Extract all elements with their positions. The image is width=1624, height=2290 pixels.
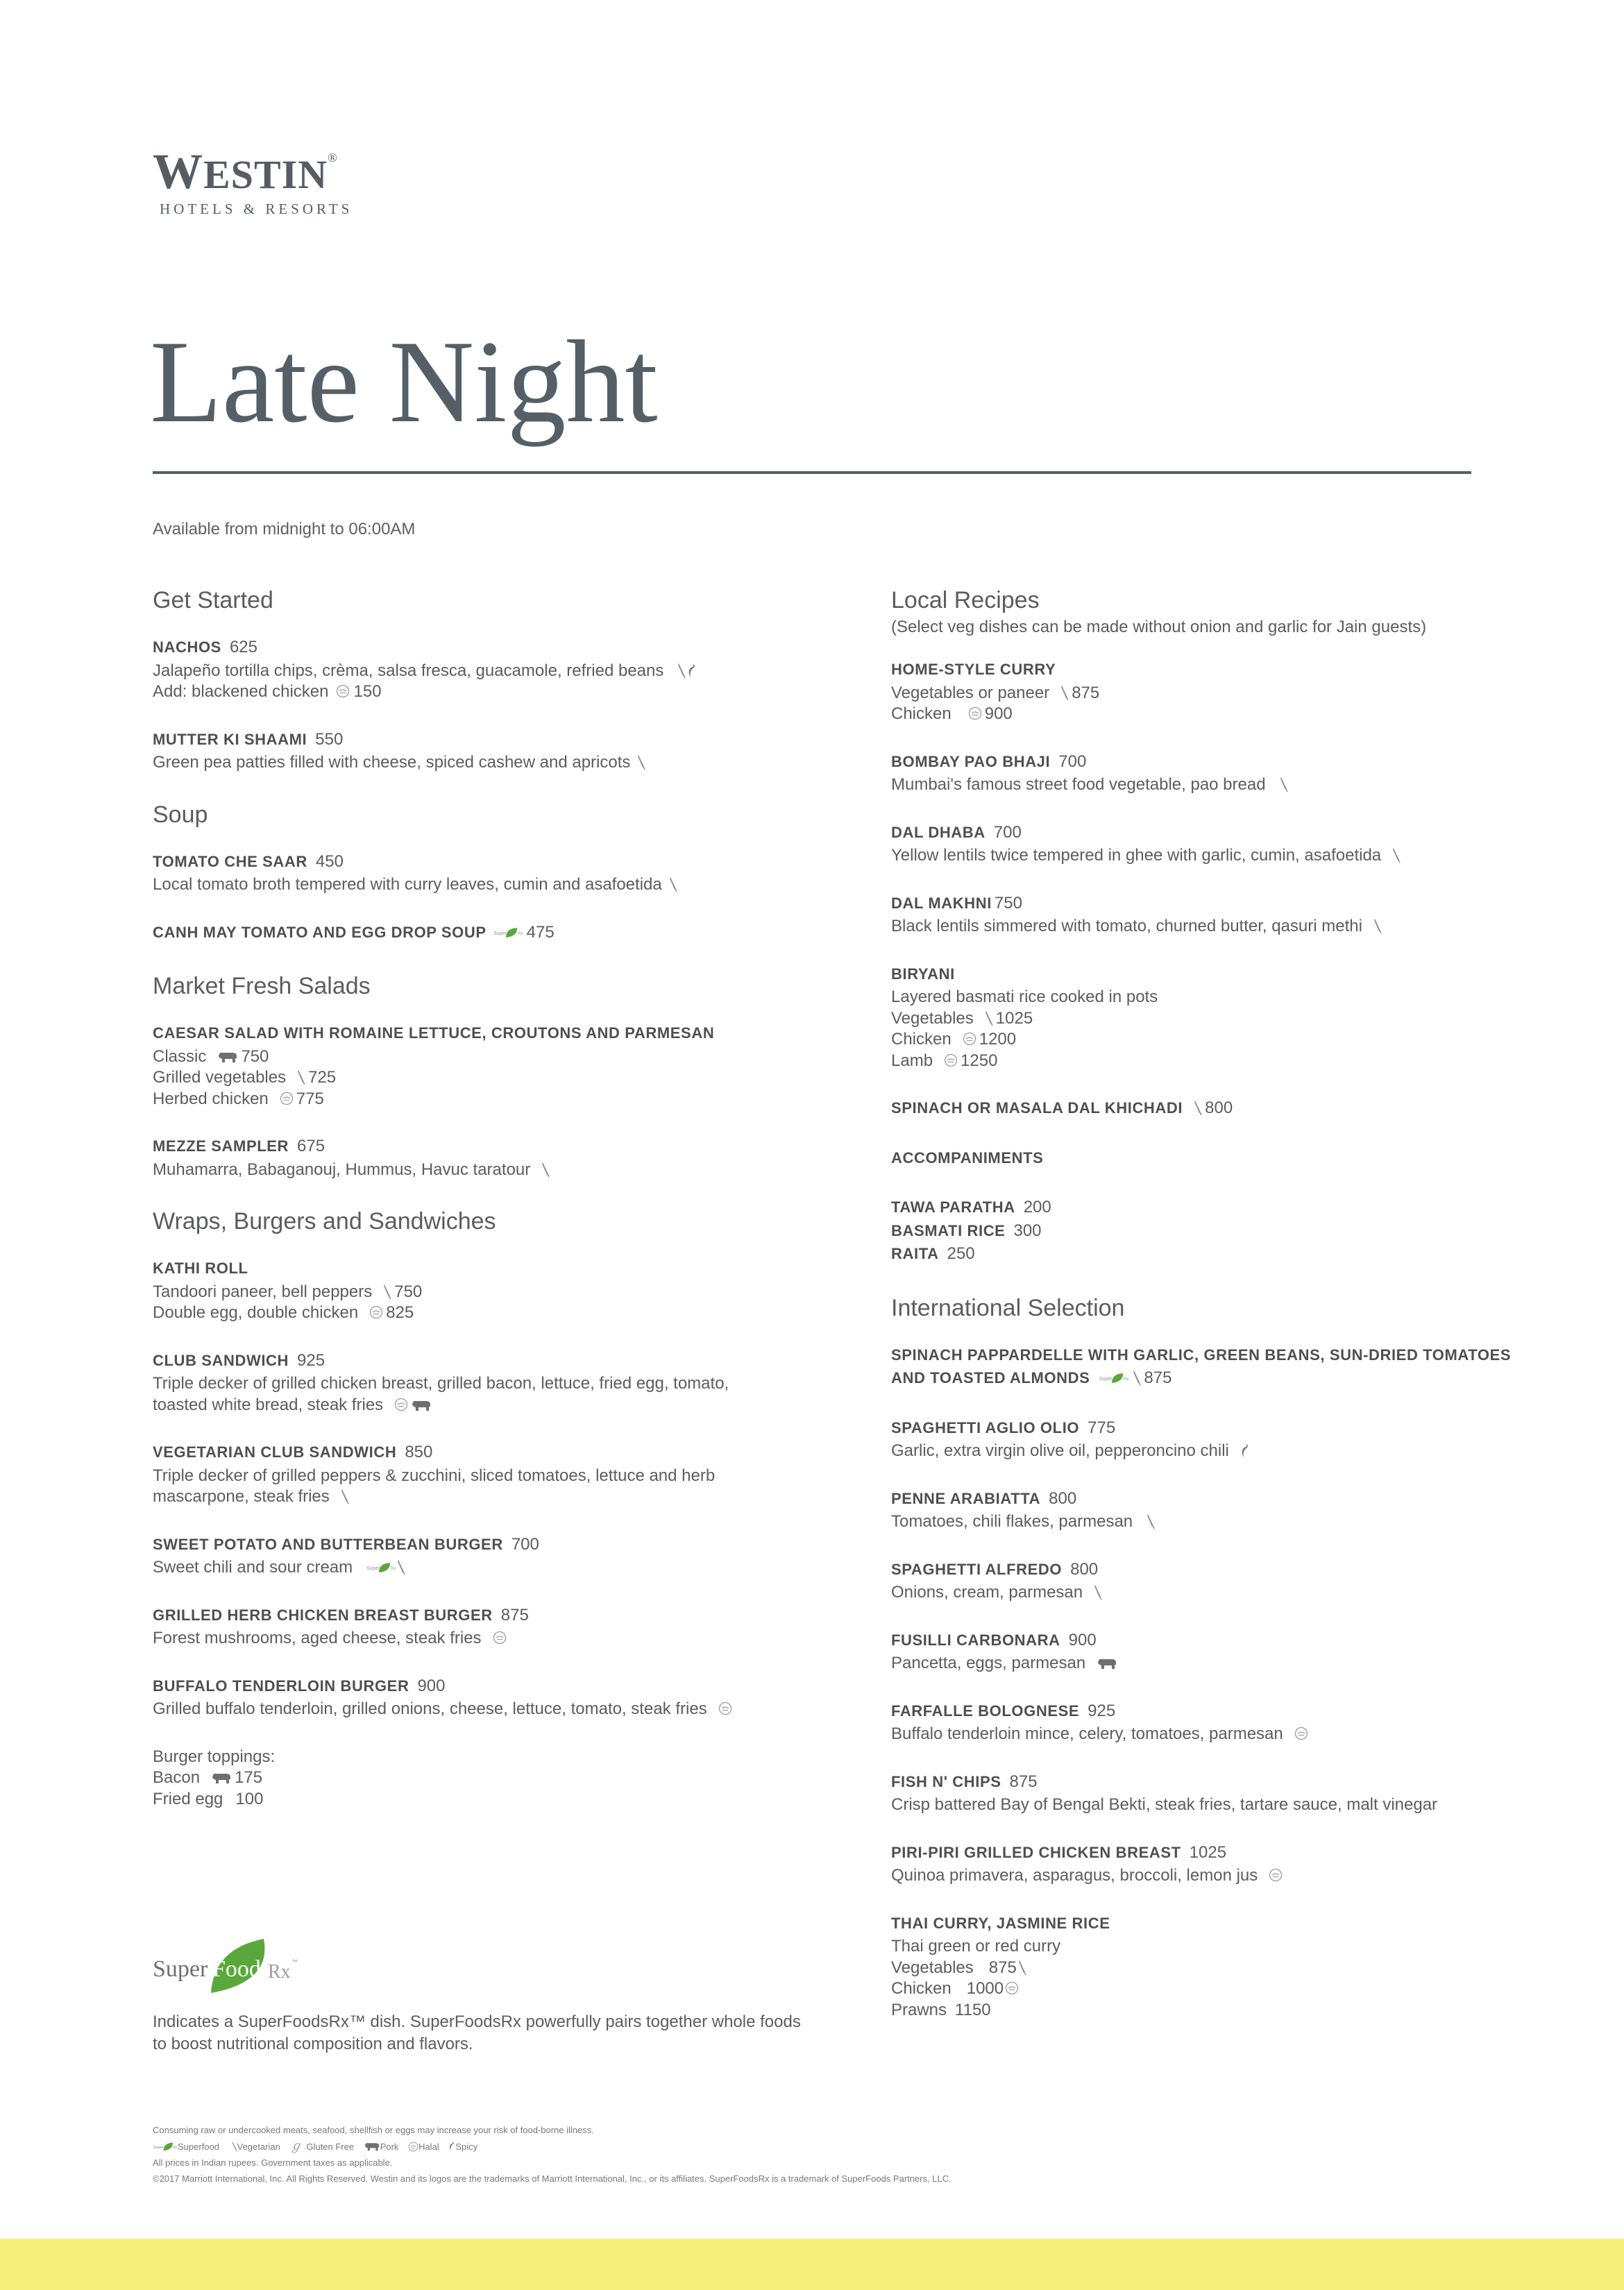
logo-tm: ™ [291,1958,298,1965]
halal-icon [394,1398,408,1411]
item-name: CLUB SANDWICH [153,1351,289,1369]
item-price: 875 [500,1605,529,1625]
variant-price: 825 [386,1303,414,1322]
menu-item-dal-dhaba [891,822,1516,867]
item-description: Tomatoes, chili flakes, parmesan [891,1512,1133,1531]
halal-icon [1294,1727,1308,1740]
item-price: 200 [1023,1198,1051,1216]
variant-label: Chicken [891,704,951,723]
spicy-icon [687,663,697,679]
variant-price: 725 [308,1068,337,1087]
item-description: Yellow lentils twice tempered in ghee with garlic, cumin, asafoetida [891,846,1382,865]
variant-label: Herbed chicken [153,1089,269,1108]
item-name: FISH N' CHIPS [891,1772,1001,1790]
item-name: SPINACH PAPPARDELLE WITH GARLIC, GREEN BEANS, SUN-DRIED TOMATOES [891,1346,1512,1364]
vegetarian-icon [341,1488,349,1504]
burger-toppings [153,1747,861,1810]
superfoods-explanation [153,2011,847,2055]
vegetarian-icon [1280,776,1288,792]
item-price: 550 [315,729,344,749]
vegetarian-icon [985,1010,993,1026]
menu-item-biryani [891,964,1516,1072]
menu-item-bombay-pao-bhaji [891,752,1516,796]
availability-note: Available from midnight to 06:00AM [153,520,416,538]
food-safety-warning: Consuming raw or undercooked meats, seafood, shellfish or eggs may increase your risk of food-borne illness. [153,2125,594,2135]
variant-label: Chicken [891,1979,951,1998]
menu-item-buffalo-burger [153,1676,861,1720]
item-price: 250 [947,1244,975,1263]
item-name: BUFFALO TENDERLOIN BURGER [153,1677,409,1695]
item-price: 300 [1013,1221,1042,1240]
pork-icon [364,2141,380,2151]
vegetarian-icon [541,1161,550,1178]
halal-icon [1005,1981,1019,1995]
item-price: 800 [1049,1488,1077,1508]
item-description: Onions, cream, parmesan [891,1583,1083,1602]
title-divider [153,471,1471,474]
topping-name: Bacon [153,1768,201,1787]
westin-logo [153,133,361,218]
item-description: Garlic, extra virgin olive oil, pepperoncino chili [891,1441,1229,1460]
gluten-free-icon: ℊ [289,2139,303,2153]
halal-icon [280,1092,294,1105]
pork-icon [217,1051,238,1063]
brand-name-rest: ESTIN [203,152,328,197]
superfood-icon [493,926,523,939]
item-name: BIRYANI [891,965,955,983]
brand-subtitle: HOTELS & RESORTS [160,201,353,217]
item-price: 475 [526,922,555,942]
accompaniments-heading: ACCOMPANIMENTS [891,1148,1044,1167]
legend-gluten-free: Gluten Free [306,2141,355,2152]
menu-item-nachos [153,637,861,703]
item-price: 675 [297,1137,325,1155]
logo-super: Super [153,1956,208,1982]
variant-price: 875 [988,1958,1017,1977]
vegetarian-icon [669,876,677,892]
menu-item-khichadi [891,1098,1516,1121]
add-on-price: 150 [353,682,382,701]
item-price: 900 [417,1676,446,1695]
item-name: GRILLED HERB CHICKEN BREAST BURGER [153,1606,493,1624]
variant-price: 1200 [979,1030,1017,1049]
menu-item-kathi-roll [153,1258,861,1324]
item-price: 875 [1009,1772,1038,1791]
item-price: 800 [1205,1099,1233,1117]
superfoods-text-line: to boost nutritional composition and flavors. [153,2035,473,2053]
item-name: HOME-STYLE CURRY [891,661,1056,678]
menu-item-home-style-curry [891,659,1516,725]
item-description-continued: mascarpone, steak fries [153,1487,330,1506]
menu-item-fusilli-carbonara [891,1630,1516,1674]
item-name: KATHI ROLL [153,1260,248,1277]
toppings-label: Burger toppings: [153,1747,276,1766]
item-price: 700 [1058,752,1087,771]
variant-label: Double egg, double chicken [153,1303,359,1322]
item-name: DAL DHABA [891,823,986,841]
item-name: MUTTER KI SHAAMI [153,730,307,748]
vegetarian-icon [1133,1369,1141,1386]
section-heading: Soup [153,801,208,828]
item-price: 750 [994,893,1022,913]
vegetarian-icon [397,1559,405,1575]
legend-spicy: Spicy [455,2141,478,2152]
halal-icon [336,684,350,698]
section-heading: Wraps, Burgers and Sandwiches [153,1208,496,1235]
item-price: 1025 [1189,1842,1227,1862]
item-name: SPAGHETTI AGLIO OLIO [891,1418,1080,1436]
vegetarian-icon [1373,917,1382,934]
menu-item-spinach-pappardelle [891,1345,1516,1391]
item-description: Local tomato broth tempered with curry leaves, cumin and asafoetida [153,875,662,894]
item-name: SPAGHETTI ALFREDO [891,1560,1063,1578]
superfood-icon [366,1561,396,1574]
bottom-color-bar [0,2239,1624,2290]
item-price: 850 [405,1443,433,1461]
vegetarian-icon [1060,684,1069,701]
variant-label: Tandoori paneer, bell peppers [153,1282,373,1301]
item-description: Sweet chili and sour cream [153,1558,353,1577]
item-price: 800 [1070,1559,1099,1579]
pork-icon [411,1399,432,1411]
variant-price: 1250 [961,1051,998,1070]
legend-vegetarian: Vegetarian [237,2141,280,2152]
variant-price: 900 [984,704,1013,723]
menu-item-farfalle-bolognese [891,1701,1516,1745]
variant-label: Vegetables or paneer [891,683,1050,702]
item-name: SPINACH OR MASALA DAL KHICHADI [891,1099,1183,1117]
vegetarian-icon [677,662,686,679]
item-name: RAITA [891,1245,939,1262]
item-price: 875 [1144,1368,1172,1387]
logo-foods: Foods [212,1956,271,1982]
vegetarian-icon [1094,1584,1102,1600]
item-price: 900 [1068,1630,1097,1649]
superfood-icon [1099,1372,1128,1384]
menu-item-spaghetti-alfredo [891,1559,1516,1604]
item-name: FARFALLE BOLOGNESE [891,1702,1080,1720]
item-description: Green pea patties filled with cheese, spiced cashew and apricots [153,753,631,772]
item-name: TAWA PARATHA [891,1198,1015,1216]
legend-pork: Pork [380,2141,399,2152]
item-price: 700 [993,822,1022,842]
menu-item-club-sandwich [153,1350,861,1416]
variant-price: 875 [1072,683,1100,702]
registered-mark: ® [328,151,338,164]
variant-label: Vegetables [891,1008,974,1028]
halal-icon [718,1702,732,1715]
item-name-continued: AND TOASTED ALMONDS [891,1369,1090,1386]
superfoodsrx-logo [153,1936,305,1999]
superfood-icon [153,2141,178,2152]
item-description: Mumbai's famous street food vegetable, pao bread [891,775,1266,794]
menu-item-vegetarian-club-sandwich [153,1442,861,1508]
halal-icon [968,706,982,720]
item-description: Buffalo tenderloin mince, celery, tomatoes, parmesan [891,1724,1283,1743]
halal-icon [369,1305,383,1319]
variant-label: Prawns [891,2000,947,2019]
pork-icon [1097,1657,1117,1670]
logo-rx: Rx [268,1961,291,1983]
topping-name: Fried egg [153,1789,223,1808]
item-name: PENNE ARABIATTA [891,1489,1041,1507]
menu-item-canh-may-soup [153,922,861,946]
item-name: CAESAR SALAD WITH ROMAINE LETTUCE, CROUTONS AND PARMESAN [153,1024,715,1042]
variant-label: Grilled vegetables [153,1068,287,1087]
item-description: Crisp battered Bay of Bengal Bekti, steak fries, tartare sauce, malt vinegar [891,1795,1438,1814]
section-note: (Select veg dishes can be made without onion and garlic for Jain guests) [891,618,1427,636]
variant-label: Classic [153,1046,207,1066]
spicy-icon [448,2141,455,2152]
vegetarian-icon [637,754,645,770]
item-name: BOMBAY PAO BHAJI [891,752,1051,770]
vegetarian-icon [1392,847,1401,863]
item-description: Grilled buffalo tenderloin, grilled onions, cheese, lettuce, tomato, steak fries [153,1699,707,1718]
item-description: Pancetta, eggs, parmesan [891,1654,1086,1672]
item-price: 450 [315,851,344,871]
left-column [153,584,861,1810]
variant-label: Lamb [891,1051,933,1070]
brand-wordmark [153,133,361,199]
vegetarian-icon [1147,1513,1155,1529]
variant-price: 1150 [955,2000,991,2019]
pork-icon [211,1772,232,1784]
item-name: NACHOS [153,638,221,656]
menu-item-tomato-che-saar [153,851,861,896]
item-name: VEGETARIAN CLUB SANDWICH [153,1443,397,1461]
halal-icon [493,1631,507,1645]
copyright: ©2017 Marriott International, Inc. All Rights Reserved. Westin and its logos are the trademarks of Marriott International, Inc., or its affiliates. SuperFoodsRx is a trademark of SuperFoods Partners, LLC. [153,2173,951,2184]
topping-price: 100 [235,1789,264,1808]
item-description: Forest mushrooms, aged cheese, steak fries [153,1629,482,1647]
variant-price: 1025 [995,1008,1033,1028]
section-heading: Local Recipes [891,587,1040,613]
menu-item-sweet-potato-burger [153,1534,861,1579]
spicy-icon [1240,1443,1250,1459]
variant-price: 1000 [966,1979,1004,1998]
item-description: Thai green or red curry [891,1937,1061,1956]
menu-item-thai-curry [891,1913,1516,2021]
item-description-continued: toasted white bread, steak fries [153,1395,384,1414]
variant-label: Chicken [891,1030,951,1049]
variant-price: 750 [394,1282,423,1301]
accompaniments-list [891,1197,1516,1267]
item-price: 925 [297,1350,325,1370]
variant-label: Vegetables [891,1958,974,1977]
halal-icon [1269,1868,1283,1882]
menu-item-spaghetti-aglio-olio [891,1418,1516,1462]
item-name: DAL MAKHNI [891,894,992,912]
item-price: 925 [1088,1701,1116,1720]
vegetarian-icon [232,2141,237,2152]
menu-item-dal-makhni [891,893,1516,938]
right-column [891,584,1516,2021]
item-description: Jalapeño tortilla chips, crèma, salsa fresca, guacamole, refried beans [153,661,664,680]
item-name: MEZZE SAMPLER [153,1137,289,1155]
menu-item-mezze-sampler [153,1136,861,1180]
halal-icon [408,2141,418,2152]
item-description: Muhamarra, Babaganouj, Hummus, Havuc taratour [153,1160,531,1179]
halal-icon [963,1032,976,1046]
menu-item-penne-arabiatta [891,1488,1516,1533]
item-name: TOMATO CHE SAAR [153,852,307,870]
section-heading: Market Fresh Salads [153,973,371,999]
topping-price: 175 [235,1768,263,1787]
item-name: FUSILLI CARBONARA [891,1631,1060,1649]
item-price: 775 [1088,1418,1116,1437]
superfoods-text-line: Indicates a SuperFoodsRx™ dish. SuperFoodsRx powerfully pairs together whole foods [153,2012,801,2031]
legend-superfood: Superfood [178,2141,219,2152]
menu-item-fish-n-chips [891,1772,1516,1816]
halal-icon [944,1053,958,1067]
menu-item-caesar-salad [153,1023,861,1110]
item-name: BASMATI RICE [891,1221,1006,1239]
item-name: CANH MAY TOMATO AND EGG DROP SOUP [153,923,487,941]
page-title: Late Night [150,316,658,447]
fine-print [153,2122,1471,2187]
section-heading: Get Started [153,587,273,613]
section-heading: International Selection [891,1294,1125,1321]
item-name: SWEET POTATO AND BUTTERBEAN BURGER [153,1535,503,1553]
item-name: THAI CURRY, JASMINE RICE [891,1914,1110,1932]
item-description: Black lentils simmered with tomato, churned butter, qasuri methi [891,917,1362,935]
item-description: Layered basmati rice cooked in pots [891,987,1158,1006]
item-name: PIRI-PIRI GRILLED CHICKEN BREAST [891,1843,1181,1861]
item-description: Triple decker of grilled chicken breast, grilled bacon, lettuce, fried egg, tomato, [153,1374,729,1393]
menu-item-mutter-ki-shaami [153,729,861,774]
item-description: Quinoa primavera, asparagus, broccoli, lemon jus [891,1866,1258,1885]
add-on-label: Add: blackened chicken [153,682,329,701]
brand-initial: W [153,144,203,199]
variant-price: 750 [241,1046,269,1066]
item-price: 700 [511,1534,539,1554]
icon-legend [153,2138,1471,2155]
price-note: All prices in Indian rupees. Government taxes as applicable. [153,2157,393,2168]
menu-item-piri-piri-chicken [891,1842,1516,1887]
vegetarian-icon [1018,1959,1026,1976]
legend-halal: Halal [418,2141,439,2152]
item-description: Triple decker of grilled peppers & zucchini, sliced tomatoes, lettuce and herb [153,1466,716,1485]
vegetarian-icon [297,1069,305,1085]
menu-item-herb-chicken-burger [153,1605,861,1649]
item-price: 625 [229,638,257,656]
vegetarian-icon [1194,1099,1202,1116]
vegetarian-icon [383,1283,391,1300]
variant-price: 775 [296,1089,324,1108]
